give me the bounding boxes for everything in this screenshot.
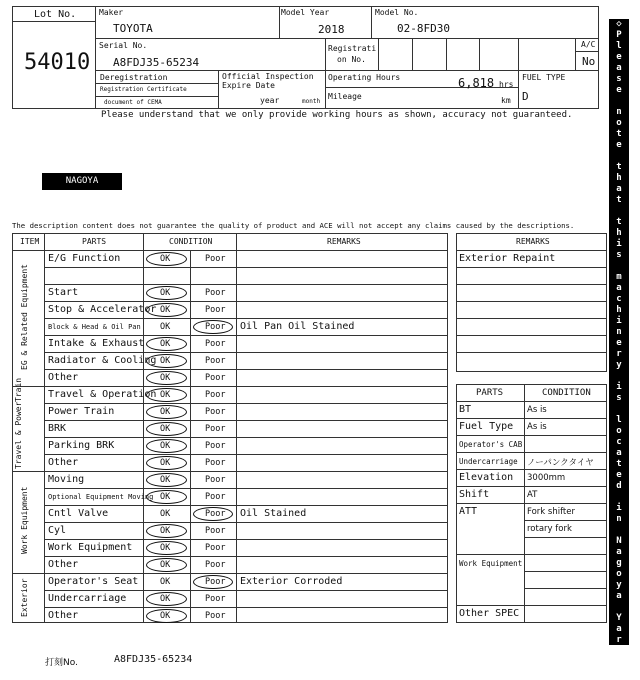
ok-option[interactable]: OK <box>160 441 171 451</box>
poor-option[interactable]: Poor <box>205 390 226 400</box>
ac-label: A/C <box>581 40 596 49</box>
disclaimer: The description content does not guarantee the quality of product and ACE will not accept any claims caused by the descriptions. <box>12 221 575 230</box>
part-name: Other <box>48 372 79 383</box>
sidebar-char: m <box>616 272 622 282</box>
model-year-label: Model Year <box>281 8 330 17</box>
ok-selected-oval <box>146 558 187 572</box>
remarks-row: Exterior Repaint <box>459 253 556 264</box>
part-name: Stop & Accelerator <box>48 304 157 315</box>
sidebar-char: e <box>616 470 622 480</box>
serial-value: A8FDJ35-65234 <box>113 56 200 69</box>
spec-value: Fork shifter <box>527 507 575 517</box>
ok-selected-oval <box>146 388 187 402</box>
ok-selected-oval <box>146 456 187 470</box>
fuel-type-label: FUEL TYPE <box>522 73 566 82</box>
poor-selected-oval <box>193 575 233 589</box>
remark-text: Exterior Corroded <box>240 576 343 587</box>
poor-option[interactable]: Poor <box>205 407 226 417</box>
part-name: Radiator & Cooling <box>48 355 157 366</box>
sidebar-char: s <box>616 393 622 403</box>
sidebar-char: d <box>616 481 622 491</box>
sidebar-char: c <box>616 437 622 447</box>
serial-label: Serial No. <box>99 41 148 50</box>
sidebar-char: n <box>616 514 622 524</box>
sidebar-diamond-icon: ◇ <box>616 657 622 667</box>
sidebar-char: Y <box>616 613 622 623</box>
sidebar-char: P <box>616 30 622 40</box>
deregistration-label: Deregistration <box>100 73 168 82</box>
mileage-label: Mileage <box>328 92 362 101</box>
ok-option[interactable]: OK <box>160 594 171 604</box>
part-name: Moving <box>48 474 85 485</box>
month-label: month <box>302 98 321 105</box>
part-name: Power Train <box>48 406 115 417</box>
condition-header: CONDITION <box>169 237 213 246</box>
item-header: ITEM <box>20 237 40 246</box>
ok-selected-oval <box>146 286 187 300</box>
remarks-header: REMARKS <box>327 237 361 246</box>
sidebar-char: l <box>616 41 622 51</box>
ok-option[interactable]: OK <box>160 373 171 383</box>
spec-value: As is <box>527 405 547 415</box>
ok-selected-oval <box>146 473 187 487</box>
group-travel-power <box>14 377 23 469</box>
sidebar-char: t <box>616 459 622 469</box>
part-name: Other <box>48 559 79 570</box>
sidebar-char: h <box>616 173 622 183</box>
sidebar-char: N <box>616 536 622 546</box>
sidebar-char: a <box>616 184 622 194</box>
year-label: year <box>260 96 280 105</box>
part-name: Optional Equipment Moving <box>48 493 154 501</box>
ok-option[interactable]: OK <box>160 339 171 349</box>
sidebar-char: l <box>616 415 622 425</box>
ok-selected-oval <box>146 422 187 436</box>
ok-option[interactable]: OK <box>160 577 171 587</box>
sidebar-char: n <box>616 107 622 117</box>
part-name: Other <box>48 457 79 468</box>
ok-option[interactable]: OK <box>160 458 171 468</box>
sidebar-char: o <box>616 569 622 579</box>
poor-option[interactable]: Poor <box>205 288 226 298</box>
ok-option[interactable]: OK <box>160 254 171 264</box>
location-badge <box>42 173 122 190</box>
poor-option[interactable]: Poor <box>205 509 226 519</box>
registration-certificate-label: Registration Certificate <box>100 86 187 93</box>
sidebar-char: e <box>616 338 622 348</box>
spec-part: Shift <box>459 489 490 500</box>
ok-option[interactable]: OK <box>160 305 171 315</box>
sidebar-diamond-icon: ◇ <box>616 19 622 29</box>
sidebar-gap <box>609 525 629 536</box>
ok-option[interactable]: OK <box>160 509 171 519</box>
ok-selected-oval <box>146 252 187 266</box>
specs-condition-header: CONDITION <box>542 388 591 398</box>
sidebar-gap <box>609 602 629 613</box>
poor-option[interactable]: Poor <box>205 543 226 553</box>
sidebar-char: a <box>616 448 622 458</box>
hrs-unit: hrs <box>499 80 514 89</box>
fuel-type-value: D <box>522 90 529 103</box>
spec-part: Fuel Type <box>459 421 514 432</box>
sidebar-char: a <box>616 591 622 601</box>
sidebar-char: e <box>616 52 622 62</box>
ok-selected-oval <box>146 303 187 317</box>
poor-option[interactable]: Poor <box>205 254 226 264</box>
part-name: BRK <box>48 423 67 434</box>
poor-option[interactable]: Poor <box>205 577 226 587</box>
ac-value: No <box>582 55 596 68</box>
sidebar-char: i <box>616 239 622 249</box>
spec-part: Operator's CAB <box>459 440 523 449</box>
spec-value: ノーパンクタイヤ <box>527 458 594 468</box>
stamp-label: 打刻No. <box>45 658 78 668</box>
sidebar-char: e <box>616 85 622 95</box>
part-name: Other <box>48 610 79 621</box>
ok-option[interactable]: OK <box>160 475 171 485</box>
inspection-label-line2: Expire Date <box>222 81 275 90</box>
part-name: Travel & Operation <box>48 389 157 400</box>
spec-part: Other SPEC <box>459 608 520 619</box>
part-name: Undercarriage <box>48 593 127 604</box>
sidebar-char: a <box>616 283 622 293</box>
ok-option[interactable]: OK <box>160 356 171 366</box>
poor-option[interactable]: Poor <box>205 560 226 570</box>
header-box <box>12 6 599 109</box>
ok-selected-oval <box>146 609 187 623</box>
sidebar-char: o <box>616 118 622 128</box>
ok-option[interactable]: OK <box>160 611 171 621</box>
ok-selected-oval <box>146 371 187 385</box>
hours-notice: Please understand that we only provide working hours as shown, accuracy not guaranteed. <box>101 110 573 120</box>
sidebar-gap <box>609 206 629 217</box>
lot-label: Lot No. <box>34 9 77 20</box>
spec-value: 3000mm <box>527 473 566 483</box>
poor-selected-oval <box>193 507 233 521</box>
part-name: Block & Head & Oil Pan <box>48 323 141 331</box>
location-badge-text: NAGOYA <box>65 176 99 186</box>
part-name: Start <box>48 287 79 298</box>
ok-option[interactable]: OK <box>160 322 171 332</box>
sidebar-char: y <box>616 580 622 590</box>
remark-text: Oil Stained <box>240 508 307 519</box>
spec-part: ATT <box>459 506 478 517</box>
poor-option[interactable]: Poor <box>205 373 226 383</box>
poor-option[interactable]: Poor <box>205 458 226 468</box>
part-name: Work Equipment <box>48 542 133 553</box>
sidebar-char: t <box>616 129 622 139</box>
km-unit: km <box>501 96 511 105</box>
poor-selected-oval <box>193 320 233 334</box>
poor-option[interactable]: Poor <box>205 475 226 485</box>
remarks-table-header: REMARKS <box>516 237 550 246</box>
spec-value: AT <box>527 490 538 500</box>
ok-option[interactable]: OK <box>160 526 171 536</box>
ok-option[interactable]: OK <box>160 543 171 553</box>
poor-option[interactable]: Poor <box>205 611 226 621</box>
ok-option[interactable]: OK <box>160 288 171 298</box>
ok-selected-oval <box>146 337 187 351</box>
sidebar-char: t <box>616 195 622 205</box>
part-name: Parking BRK <box>48 440 115 451</box>
sidebar-gap <box>609 261 629 272</box>
part-name: Cntl Valve <box>48 508 109 519</box>
inspection-label-line1: Official Inspection <box>222 72 314 81</box>
model-no-value: 02-8FD30 <box>397 22 450 35</box>
stamp-value: A8FDJ35-65234 <box>114 654 193 665</box>
sidebar-char: d <box>616 646 622 656</box>
ok-option[interactable]: OK <box>160 390 171 400</box>
poor-option[interactable]: Poor <box>205 356 226 366</box>
poor-option[interactable]: Poor <box>205 526 226 536</box>
sidebar-char: y <box>616 360 622 370</box>
registration-label-line1: Registrati <box>328 44 377 53</box>
sidebar-char: a <box>616 63 622 73</box>
poor-option[interactable]: Poor <box>205 492 226 502</box>
sidebar-char: n <box>616 327 622 337</box>
spec-part: BT <box>459 404 472 415</box>
sidebar-gap <box>609 96 629 107</box>
sidebar-char: o <box>616 426 622 436</box>
poor-option[interactable]: Poor <box>205 322 226 332</box>
sidebar-char: t <box>616 217 622 227</box>
group-travel-power-line1: Travel & Power <box>14 401 23 469</box>
poor-option[interactable]: Poor <box>205 339 226 349</box>
sidebar-char: i <box>616 382 622 392</box>
sidebar-char: r <box>616 349 622 359</box>
spec-value: As is <box>527 422 547 432</box>
ok-selected-oval <box>146 354 187 368</box>
sidebar-char: r <box>616 635 622 645</box>
part-name: Intake & Exhaust <box>48 338 145 349</box>
part-name: Cyl <box>48 525 67 536</box>
location-sidebar <box>609 19 629 667</box>
sidebar-char: g <box>616 558 622 568</box>
sidebar-char: a <box>616 547 622 557</box>
sidebar-char: h <box>616 228 622 238</box>
spec-part: Undercarriage <box>459 457 518 466</box>
sidebar-gap <box>609 492 629 503</box>
poor-option[interactable]: Poor <box>205 424 226 434</box>
model-no-label: Model No. <box>375 8 419 17</box>
ok-selected-oval <box>146 490 187 504</box>
part-name: Operator's Seat <box>48 576 139 587</box>
maker-label: Maker <box>99 8 124 17</box>
poor-option[interactable]: Poor <box>205 594 226 604</box>
group-eg-related: EG & Related Equipment <box>20 264 29 370</box>
model-year-value: 2018 <box>318 23 345 36</box>
poor-option[interactable]: Poor <box>205 305 226 315</box>
lot-divider <box>95 6 96 109</box>
remark-text: Oil Pan Oil Stained <box>240 321 355 332</box>
ok-selected-oval <box>146 541 187 555</box>
sidebar-gap <box>609 151 629 162</box>
spec-value: rotary fork <box>527 524 572 534</box>
ok-selected-oval <box>146 524 187 538</box>
maker-value: TOYOTA <box>113 22 153 35</box>
sidebar-char: c <box>616 294 622 304</box>
cema-label: document of CEMA <box>104 99 162 106</box>
sidebar-char: a <box>616 624 622 634</box>
spec-part: Work Equipment <box>459 559 523 568</box>
specs-parts-header: PARTS <box>476 388 504 398</box>
group-work-equipment: Work Equipment <box>20 486 29 555</box>
registration-label-line2: on No. <box>337 55 366 64</box>
ok-option[interactable]: OK <box>160 424 171 434</box>
group-travel-power-line2: Train <box>14 377 23 402</box>
ok-selected-oval <box>146 439 187 453</box>
sidebar-char: e <box>616 140 622 150</box>
poor-option[interactable]: Poor <box>205 441 226 451</box>
sidebar-char: s <box>616 74 622 84</box>
sidebar-gap <box>609 404 629 415</box>
ok-option[interactable]: OK <box>160 492 171 502</box>
ok-selected-oval <box>146 592 187 606</box>
spec-part: Elevation <box>459 472 514 483</box>
sidebar-char: i <box>616 316 622 326</box>
ok-option[interactable]: OK <box>160 407 171 417</box>
lot-number: 54010 <box>24 50 91 75</box>
sidebar-char: h <box>616 305 622 315</box>
ok-option[interactable]: OK <box>160 560 171 570</box>
ok-selected-oval <box>146 405 187 419</box>
sidebar-char: t <box>616 162 622 172</box>
operating-hours-value: 6,818 <box>458 76 495 90</box>
sidebar-char: i <box>616 503 622 513</box>
group-exterior: Exterior <box>20 578 29 617</box>
parts-header: PARTS <box>82 237 107 246</box>
operating-hours-label: Operating Hours <box>328 73 401 82</box>
sidebar-char: s <box>616 250 622 260</box>
part-name: E/G Function <box>48 253 121 264</box>
sidebar-gap <box>609 371 629 382</box>
